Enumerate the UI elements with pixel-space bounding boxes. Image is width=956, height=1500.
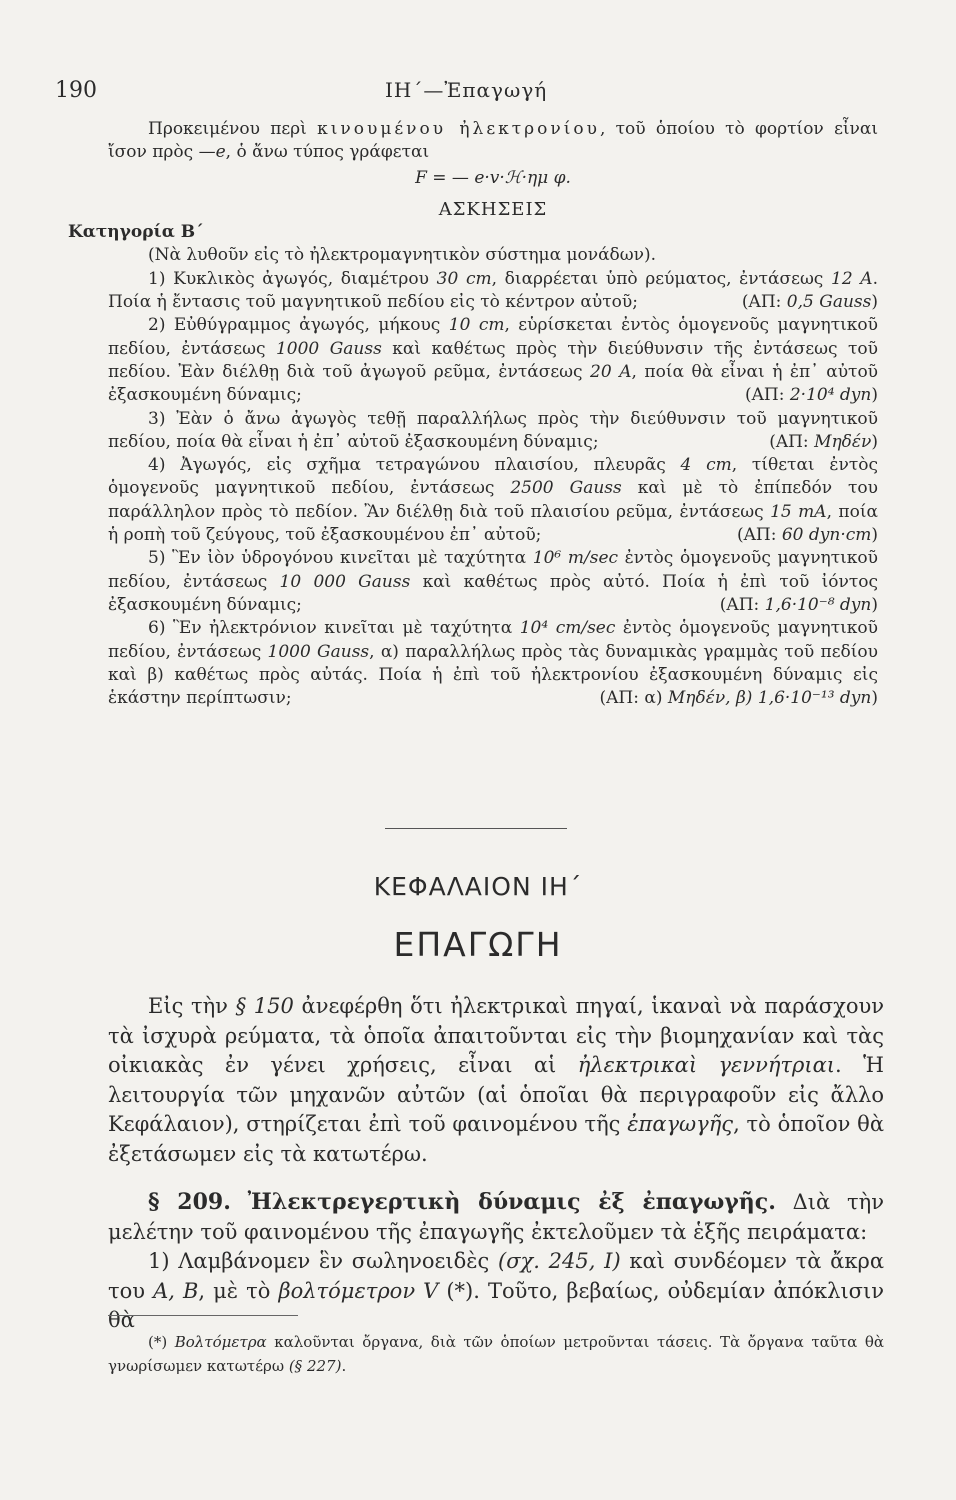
exercise-1: 1) Κυκλικὸς ἀγωγός, διαμέτρου 30 cm, διαρρέεται ὑπὸ ρεύματος, ἐντάσεως 12 A. Ποία ἡ ἔντασις τοῦ μαγνητικοῦ πεδίου εἰς τὸ κέντρον αὐτοῦ; (ΑΠ: 0,5 Gauss) xyxy=(108,268,878,315)
chapter-intro-paragraph: Εἰς τὴν § 150 ἀνεφέρθη ὅτι ἠλεκτρικαὶ πηγαί, ἱκαναὶ νὰ παράσχουν τὰ ἰσχυρὰ ρεύματα, τὰ ὁποῖα ἀπαιτοῦνται εἰς τὴν βιομηχανίαν καὶ τὰς οἰκιακὰς ἐν γένει χρήσεις, εἶναι αἱ ἠλεκτρικαὶ γεννήτριαι. Ἡ λειτουργία τῶν μηχανῶν αὐτῶν (αἱ ὁποῖαι θὰ περιγραφοῦν εἰς ἄλλο Κεφάλαιον), στηρίζεται ἐπὶ τοῦ φαινομένου τῆς ἐπαγωγῆς, τὸ ὁποῖον θὰ ἐξετάσωμεν εἰς τὰ κατωτέρω. xyxy=(108,994,885,1166)
chapter-title: ΕΠΑΓΩΓΗ xyxy=(393,925,563,964)
page-header xyxy=(55,78,895,112)
footnote-rule xyxy=(108,1315,298,1316)
answer-6: (ΑΠ: α) Μηδέν, β) 1,6·10⁻¹³ dyn) xyxy=(599,688,878,709)
footnote: (*) Βολτόμετρα καλοῦνται ὄργανα, διὰ τῶν ὁποίων μετροῦνται τάσεις. Τὰ ὄργανα ταῦτα θὰ γνωρίσωμεν κατωτέρω (§ 227). xyxy=(108,1333,884,1375)
exercises-heading: ΑΣΚΗΣΕΙΣ xyxy=(438,198,548,220)
section-divider xyxy=(385,828,567,829)
exercise-3: 3) Ἐὰν ὁ ἄνω ἀγωγὸς τεθῇ παραλλήλως πρὸς τὴν διεύθυνσιν τοῦ μαγνητικοῦ πεδίου, ποία θὰ εἶναι ἡ ἐπ᾽ αὐτοῦ ἐξασκουμένη δύναμις; (ΑΠ: Μηδέν) xyxy=(108,408,878,455)
category-label: Κατηγορία Β΄ xyxy=(68,222,204,243)
answer-1: (ΑΠ: 0,5 Gauss) xyxy=(741,292,878,313)
exercise-6: 6) Ἓν ἠλεκτρόνιον κινεῖται μὲ ταχύτητα 10⁴ cm/sec ἐντὸς ὁμογενοῦς μαγνητικοῦ πεδίου, ἐντάσεως 1000 Gauss, α) παραλλήλως πρὸς τὰς δυναμικὰς γραμμὰς τοῦ πεδίου καὶ β) καθέτως πρὸς αὐτάς. Ποία ἡ ἐπὶ τοῦ ἠλεκτρονίου ἐξασκουμένη δύναμις εἰς ἑκάστην περίπτωσιν; (ΑΠ: α) Μηδέν, β) 1,6·10⁻¹³ dyn) xyxy=(108,617,878,710)
answer-3: (ΑΠ: Μηδέν) xyxy=(769,431,878,452)
exercise-2: 2) Εὐθύγραμμος ἀγωγός, μήκους 10 cm, εὑρίσκεται ἐντὸς ὁμογενοῦς μαγνητικοῦ πεδίου, ἐντάσεως 1000 Gauss καὶ καθέτως πρὸς τὴν διεύθυνσιν τῆς ἐντάσεως τοῦ πεδίου. Ἐὰν διέλθῃ διὰ τοῦ ἀγωγοῦ ρεῦμα, ἐντάσεως 20 A, ποία θὰ εἶναι ἡ ἐπ᾽ αὐτοῦ ἐξασκουμένη δύναμις; (ΑΠ: 2·10⁴ dyn) xyxy=(108,314,878,407)
intro-block xyxy=(68,118,879,710)
lorentz-formula: F = — e·v·ℋ·ημ φ. xyxy=(415,167,571,188)
units-note: (Νὰ λυθοῦν εἰς τὸ ἠλεκτρομαγνητικὸν σύστημα μονάδων). xyxy=(148,245,657,266)
section-number: § 209. xyxy=(148,1189,231,1215)
answer-5: (ΑΠ: 1,6·10⁻⁸ dyn) xyxy=(719,594,878,615)
answer-4: (ΑΠ: 60 dyn·cm) xyxy=(736,525,878,546)
section-title: Ἠλεκτρεγερτικὴ δύναμις ἐξ ἐπαγωγῆς. xyxy=(247,1189,776,1215)
page-number: 190 xyxy=(55,78,97,103)
intro-text: Προκειμένου περὶ κινουμένου ἠλεκτρονίου, τοῦ ὁποίου τὸ φορτίον εἶναι ἴσον πρὸς —e, ὁ ἄνω τύπος γράφεται xyxy=(108,119,879,163)
running-head: ΙΗ΄—Ἐπαγωγή xyxy=(385,78,548,102)
answer-2: (ΑΠ: 2·10⁴ dyn) xyxy=(744,385,878,406)
chapter-label: ΚΕΦΑΛΑΙΟΝ ΙΗ΄ xyxy=(373,872,583,901)
exercise-4: 4) Ἀγωγός, εἰς σχῆμα τετραγώνου πλαισίου, πλευρᾶς 4 cm, τίθεται ἐντὸς ὁμογενοῦς μαγνητικοῦ πεδίου, ἐντάσεως 2500 Gauss καὶ μὲ τὸ ἐπίπεδόν του παράλληλον πρὸς τὸ πεδίον. Ἂν διέλθῃ διὰ τοῦ πλαισίου ρεῦμα, ἐντάσεως 15 mA, ποία ἡ ροπὴ τοῦ ζεύγους, τοῦ ἐξασκουμένου ἐπ᾽ αὐτοῦ; (ΑΠ: 60 dyn·cm) xyxy=(108,454,878,547)
section-209: § 209. Ἠλεκτρεγερτικὴ δύναμις ἐξ ἐπαγωγῆς. Διὰ τὴν μελέτην τοῦ φαινομένου τῆς ἐπαγωγῆς ἐκτελοῦμεν τὰ ἑξῆς πειράματα: 1) Λαμβάνομεν ἓν σωληνοειδὲς (σχ. 245, I) καὶ συνδέομεν τὰ ἄκρα του A, B, μὲ τὸ βολτόμετρον V (*). Τοῦτο, βεβαίως, οὐδεμίαν ἀπόκλισιν θὰ xyxy=(108,1189,885,1332)
exercise-5: 5) Ἓν ἰὸν ὑδρογόνου κινεῖται μὲ ταχύτητα 10⁶ m/sec ἐντὸς ὁμογενοῦς μαγνητικοῦ πεδίου, ἐντάσεως 10 000 Gauss καὶ καθέτως πρὸς αὐτό. Ποία ἡ ἐπὶ τοῦ ἰόντος ἐξασκουμένη δύναμις; (ΑΠ: 1,6·10⁻⁸ dyn) xyxy=(108,547,878,617)
